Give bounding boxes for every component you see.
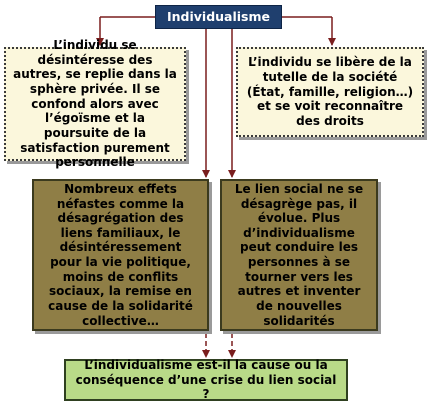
- question-text: L’individualisme est-il la cause ou la conséquence d’une crise du lien social ?: [75, 358, 337, 402]
- note-left-text: L’individu se désintéresse des autres, se replie dans la sphère privée. Il se confond alors avec l’égoïsme et la poursuite de la satisfaction purement personnelle: [13, 38, 177, 170]
- effect-right-text: Le lien social ne se désagrège pas, il évolue. Plus d’individualisme peut conduire les personnes à se tourner vers les autres et inventer de nouvelles solidarités: [234, 181, 364, 328]
- question-box: [64, 359, 348, 401]
- title-text: Individualisme: [166, 9, 270, 25]
- title-box: [155, 5, 282, 29]
- effect-left-text: Nombreux effets néfastes comme la désagrégation des liens familiaux, le désintéressement pour la vie politique, moins de conflits sociaux, la remise en cause de la solidarité collective…: [48, 181, 193, 328]
- effect-left-box: [32, 179, 209, 331]
- note-left-box: [4, 38, 186, 170]
- effect-right-box: [220, 179, 378, 331]
- note-right-text: L’individu se libère de la tutelle de la société (État, famille, religion…) et se voit reconnaître des droits: [246, 55, 414, 128]
- note-right-box: [236, 47, 424, 137]
